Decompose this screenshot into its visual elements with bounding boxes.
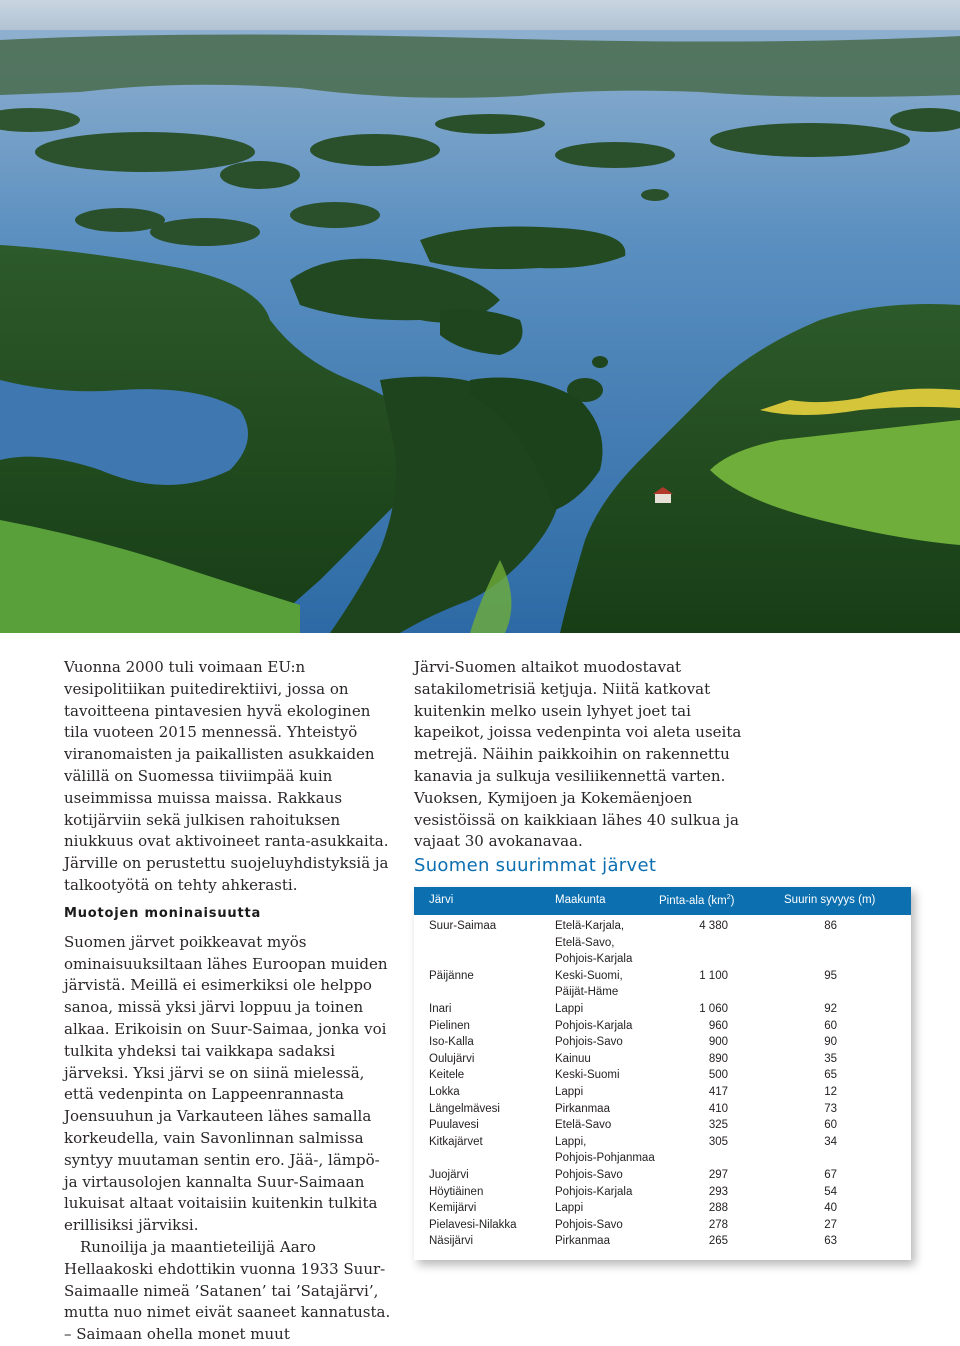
- cell-lake: Päijänne: [429, 969, 474, 982]
- cell-depth: 92: [824, 1003, 837, 1015]
- cell-depth: 34: [824, 1135, 837, 1148]
- table-row: [414, 1053, 911, 1070]
- cell-area: 410: [708, 1102, 728, 1115]
- table-row: [414, 1119, 911, 1136]
- cell-region: Pohjois-Karjala: [555, 1019, 633, 1032]
- cell-depth: 65: [824, 1069, 837, 1082]
- cell-lake: Juojärvi: [429, 1169, 469, 1181]
- table-row: [414, 986, 911, 1003]
- cell-lake: Pielinen: [429, 1019, 470, 1032]
- cell-depth: 12: [824, 1086, 837, 1098]
- cell-area: 325: [708, 1119, 728, 1132]
- cell-area: 500: [708, 1069, 728, 1082]
- table-row: [414, 1020, 911, 1037]
- cell-area: 4 380: [699, 920, 728, 932]
- cell-area: 288: [708, 1202, 728, 1215]
- cell-depth: 67: [824, 1169, 837, 1181]
- cell-region: Pohjois-Savo: [555, 1169, 623, 1181]
- left-column-bottom: [64, 903, 392, 1346]
- left-column-top: [64, 657, 392, 897]
- table-row: [414, 1003, 911, 1020]
- cell-area: 900: [708, 1036, 728, 1049]
- table-row: [414, 1202, 911, 1219]
- table-row: [414, 1169, 911, 1186]
- cell-region: Pohjois-Pohjanmaa: [555, 1152, 655, 1165]
- cell-depth: 63: [824, 1235, 837, 1248]
- header-area: [659, 894, 735, 907]
- table-row: [414, 1152, 911, 1169]
- cell-lake: Längelmävesi: [429, 1102, 500, 1115]
- lakes-table: [414, 887, 911, 1260]
- cell-region: Pohjois-Savo: [555, 1036, 623, 1049]
- cell-area: 1 060: [699, 1003, 728, 1015]
- table-row: [414, 1136, 911, 1153]
- cell-region: Lappi: [555, 1202, 584, 1215]
- cell-area: 305: [708, 1135, 728, 1148]
- section-paragraph-2: Runoilija ja maantieteilijä Aaro Hellaakoski ehdottikin vuonna 1933 Suur-Saimaalle nimeä ’Satanen’ tai ’Satajärvi’, mutta nuo nimet eivät saaneet kannatusta. – Saimaan ohella monet muut: [64, 1237, 391, 1344]
- cell-lake: Keitele: [429, 1069, 465, 1082]
- cell-lake: Pielavesi-Nilakka: [429, 1218, 517, 1231]
- cell-lake: Puulavesi: [429, 1119, 479, 1132]
- cell-depth: 90: [824, 1036, 837, 1049]
- cell-region: Lappi: [555, 1003, 584, 1015]
- cell-depth: 40: [824, 1202, 837, 1215]
- cell-depth: 27: [824, 1218, 837, 1231]
- table-row: [414, 1186, 911, 1203]
- cell-region: Päijät-Häme: [555, 986, 619, 999]
- cell-region: Etelä-Savo,: [555, 936, 615, 949]
- header-lake: Järvi: [429, 894, 454, 906]
- cell-area: 278: [708, 1218, 728, 1231]
- table-title: Suomen suurimmat järvet: [414, 855, 657, 876]
- cell-region: Pohjois-Karjala: [555, 953, 633, 966]
- cell-depth: 86: [824, 920, 837, 932]
- cell-lake: Suur-Saimaa: [429, 920, 497, 932]
- table-row: [414, 1103, 911, 1120]
- cell-area: 1 100: [699, 969, 728, 982]
- header-region: Maakunta: [555, 894, 606, 906]
- table-row: [414, 1219, 911, 1236]
- cell-region: Etelä-Karjala,: [555, 920, 625, 932]
- cell-lake: Höytiäinen: [429, 1185, 484, 1198]
- table-header-row: [414, 887, 911, 915]
- cell-area: 293: [708, 1185, 728, 1198]
- cell-region: Pirkanmaa: [555, 1235, 610, 1248]
- header-area-close: ): [730, 894, 735, 907]
- cell-depth: 95: [824, 969, 837, 982]
- cell-area: 297: [708, 1169, 728, 1181]
- section-heading: Muotojen moninaisuutta: [64, 906, 262, 921]
- cell-lake: Lokka: [429, 1086, 460, 1098]
- cell-area: 960: [708, 1019, 728, 1032]
- cell-depth: 60: [824, 1119, 837, 1132]
- cell-lake: Iso-Kalla: [429, 1036, 474, 1049]
- cell-lake: Kitkajärvet: [429, 1135, 483, 1148]
- cell-area: 417: [708, 1086, 728, 1098]
- table-row: [414, 1069, 911, 1086]
- cell-region: Lappi: [555, 1086, 584, 1098]
- table-row: [414, 1086, 911, 1103]
- table-row: [414, 920, 911, 937]
- cell-depth: 35: [824, 1052, 837, 1065]
- table-row: [414, 953, 911, 970]
- cell-region: Etelä-Savo: [555, 1119, 612, 1132]
- intro-paragraph: Vuonna 2000 tuli voimaan EU:n vesipolitiikan puitedirektiivi, jossa on tavoitteena pintavesien hyvä ekologinen tila vuoteen 2015 mennessä. Yhteistyö viranomaisten ja paikallisten asukkaiden välillä on Suomessa tiiviimpää kuin useimmissa muissa maissa. Rakkaus kotijärviin sekä julkisen rahoituksen niukkuus ovat aktivoineet ranta-asukkaita. Järville on perustettu suojeluyhdistyksiä ja talkootyötä on tehty ahkerasti.: [64, 658, 389, 894]
- cell-depth: 60: [824, 1019, 837, 1032]
- cell-depth: 54: [824, 1185, 837, 1198]
- canals-paragraph: Järvi-Suomen altaikot muodostavat satakilometrisiä ketjuja. Niitä katkovat kuitenkin melko usein lyhyet joet tai kapeikot, joissa vedenpinta voi aleta useita metrejä. Näihin paikkoihin on rakennettu kanavia ja sulkuja vesiliikennettä varten. Vuoksen, Kymijoen ja Kokemäenjoen vesistöissä on kaikkiaan lähes 40 sulkua ja vajaat 30 avokanavaa.: [414, 658, 742, 851]
- cell-depth: 73: [824, 1102, 837, 1115]
- header-area-sup: 2: [726, 894, 731, 901]
- cell-lake: Inari: [429, 1003, 452, 1015]
- table-row: [414, 1235, 911, 1252]
- header-area-text: Pinta-ala (km: [659, 894, 727, 907]
- cell-lake: Oulujärvi: [429, 1052, 475, 1065]
- cell-region: Pohjois-Savo: [555, 1218, 623, 1231]
- cell-region: Pirkanmaa: [555, 1102, 610, 1115]
- cell-area: 265: [708, 1235, 728, 1248]
- header-depth: Suurin syvyys (m): [784, 894, 876, 906]
- cell-region: Lappi,: [555, 1135, 587, 1148]
- cell-region: Keski-Suomi: [555, 1069, 620, 1082]
- aerial-lake-photo: [0, 0, 960, 633]
- cell-region: Keski-Suomi,: [555, 969, 623, 982]
- cell-lake: Kemijärvi: [429, 1202, 477, 1215]
- section-paragraph-1: Suomen järvet poikkeavat myös ominaisuuksiltaan lähes Euroopan muiden järvistä. Meillä ei esimerkiksi ole helppo sanoa, missä yksi järvi loppuu ja toinen alkaa. Erikoisin on Suur-Saimaa, jonka voi tulkita yhdeksi tai vaikkapa sadaksi järveksi. Yksi järvi se on siinä mielessä, että vedenpinta on Lappeenrannasta Joensuuhun ja Varkauteen lähes samalla korkeudella, vain Savonlinnan salmissa syntyy muutaman sentin ero. Jää-, lämpö- ja virtausolojen kannalta Suur-Saimaan lukuisat altaat voitaisiin kuitenkin tulkita erillisiksi järviksi.: [64, 932, 388, 1235]
- cell-area: 890: [708, 1052, 728, 1065]
- table-row: [414, 1036, 911, 1053]
- cell-lake: Näsijärvi: [429, 1235, 474, 1248]
- cell-region: Kainuu: [555, 1052, 591, 1065]
- table-row: [414, 937, 911, 954]
- cell-region: Pohjois-Karjala: [555, 1185, 633, 1198]
- right-column-top: [414, 657, 754, 853]
- table-row: [414, 970, 911, 987]
